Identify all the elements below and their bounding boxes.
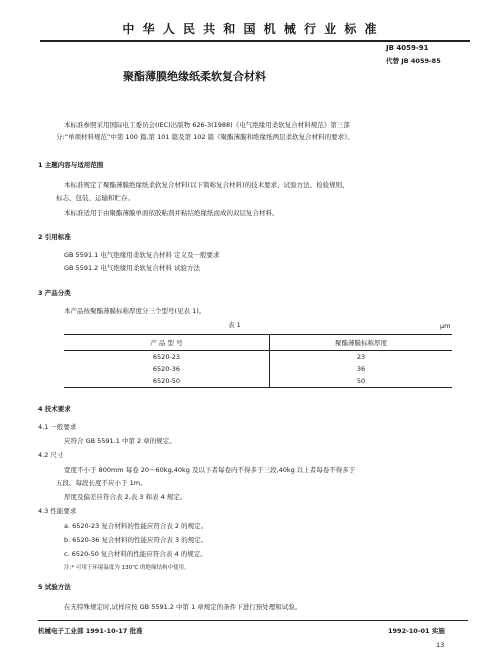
replaces-code: 代替 JB 4059-85 bbox=[386, 57, 441, 65]
performance-item: c. 6520-50 复合材料的性能应符合表 4 的规定。 bbox=[64, 550, 207, 558]
header-rule bbox=[40, 40, 470, 42]
standard-code: JB 4059-91 bbox=[386, 44, 429, 52]
intro-line-2: 分:“单项材料规范”中第 100 篇,第 101 篇及第 102 篇《聚酯薄膜和绝缘纸两层柔软复合材料的要求》。 bbox=[56, 133, 354, 141]
thickness-cell: 50 bbox=[270, 375, 453, 388]
implementation-date: 1992-10-01 实施 bbox=[388, 627, 445, 635]
standard-category-title: 中 华 人 民 共 和 国 机 械 行 业 标 准 bbox=[122, 22, 379, 36]
table-caption: 表 1 bbox=[228, 321, 241, 329]
section-1-line: 本标准规定了聚酯薄膜绝缘纸柔软复合材料(以下简称复合材料)的技术要求、试验方法、检验规则、 bbox=[64, 181, 349, 189]
footer-rule bbox=[38, 620, 468, 621]
section-4-2-line: 厚度及偏差应符合表 2,表 3 和表 4 规定。 bbox=[64, 493, 187, 501]
section-4-1-heading: 4.1 一般要求 bbox=[38, 423, 77, 431]
intro-line-1: 本标准参照采用国际电工委员会(IEC)出版物 626-3(1988)《电气绝缘用柔软复合材料规范》第三部 bbox=[64, 121, 350, 129]
performance-item: a. 6520-23 复合材料的性能应符合表 2 的规定。 bbox=[64, 522, 208, 530]
table-row bbox=[64, 351, 452, 364]
thickness-cell: 36 bbox=[356, 365, 366, 373]
section-1-line: 标志、包装、运输和贮存。 bbox=[56, 194, 134, 202]
section-3-line: 本产品按聚酯薄膜标称厚度分三个型号(见表 1)。 bbox=[64, 307, 206, 315]
column-header-type: 产 品 型 号 bbox=[64, 335, 270, 351]
section-4-2-heading: 4.2 尺寸 bbox=[38, 451, 64, 459]
table-row bbox=[64, 363, 452, 375]
product-type-cell: 6520-36 bbox=[64, 363, 270, 375]
performance-item: b. 6520-36 复合材料的性能应符合表 3 的规定。 bbox=[64, 536, 208, 544]
page-number: 13 bbox=[436, 641, 445, 649]
reference-standard: GB 5591.1 电气绝缘用柔软复合材料 定义及一般要求 bbox=[64, 251, 220, 259]
section-4-heading: 4 技术要求 bbox=[38, 405, 71, 413]
section-5-line: 在无特殊规定时,试样应按 GB 5591.2 中第 1 章规定的条件下进行预处理和试验。 bbox=[64, 603, 302, 611]
section-1-line: 本标准适用于由聚酯薄膜单面依胶粘剂并粘结绝缘纸而成的双层复合材料。 bbox=[64, 209, 279, 217]
table-unit: μm bbox=[440, 322, 451, 330]
product-type-cell: 6520-50 bbox=[64, 375, 270, 388]
approval-date: 机械电子工业部 1991-10-17 批准 bbox=[38, 627, 143, 635]
section-4-2-line: 宽度不小于 800mm 每卷 20～60kg,40kg 及以下者每卷内不得多于三段,40kg 以上者每卷不得多于 bbox=[64, 466, 356, 474]
table-note: 注:* 可用于环境温度为 130℃ 的绝缘结构中使用。 bbox=[64, 565, 190, 571]
column-header-thickness: 聚酯薄膜标称厚度 bbox=[270, 335, 453, 351]
section-4-2-line: 五段。每段长度不应小于 1m。 bbox=[56, 479, 147, 487]
product-type-cell: 6520-23 bbox=[64, 351, 270, 364]
product-type-table bbox=[64, 334, 452, 388]
section-3-heading: 3 产品分类 bbox=[38, 289, 71, 297]
reference-standard: GB 5591.2 电气绝缘用柔软复合材料 试验方法 bbox=[64, 264, 200, 272]
section-4-3-heading: 4.3 性能要求 bbox=[38, 507, 77, 515]
document-title: 聚酯薄膜绝缘纸柔软复合材料 bbox=[123, 70, 266, 83]
table-row bbox=[64, 375, 452, 388]
section-2-heading: 2 引用标准 bbox=[38, 233, 71, 241]
section-4-1-line: 应符合 GB 5591.1 中第 2 章的规定。 bbox=[64, 437, 176, 445]
thickness-cell: 23 bbox=[356, 353, 366, 361]
section-1-heading: 1 主题内容与适用范围 bbox=[38, 161, 104, 169]
section-5-heading: 5 试验方法 bbox=[38, 583, 71, 591]
